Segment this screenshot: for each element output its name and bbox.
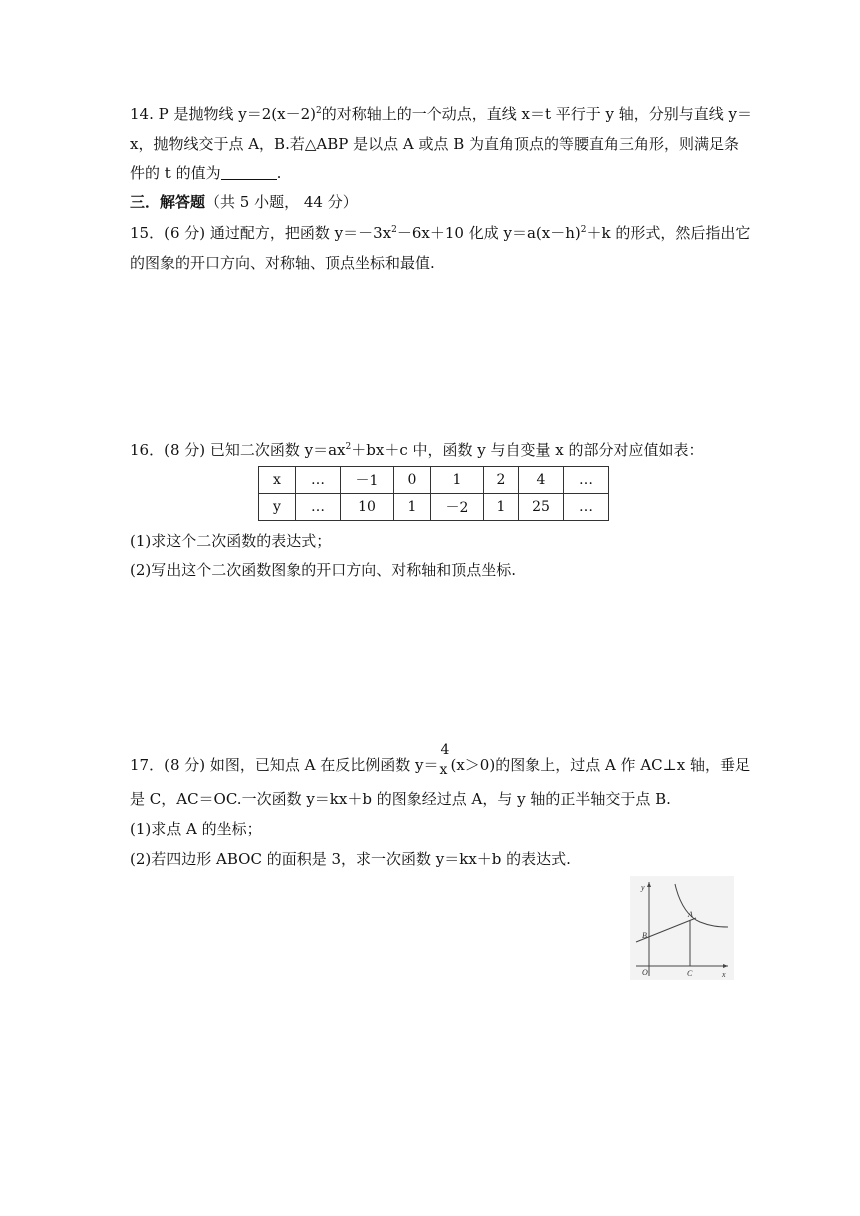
q14-text: . — [276, 164, 282, 182]
table-cell: 25 — [519, 494, 564, 521]
q14-line-2: x，抛物线交于点 A，B.若△ABP 是以点 A 或点 B 为直角顶点的等腰直角三角形，则满足条 — [130, 135, 740, 153]
q16-text: 16．(8 分) 已知二次函数 y＝ax — [130, 441, 346, 459]
q15-exponent: 2 — [580, 225, 587, 235]
label-o: O — [642, 968, 648, 977]
q17-text: (x＞0)的图象上，过点 A 作 AC⊥x 轴，垂足 — [450, 756, 750, 774]
table-cell: 10 — [341, 494, 394, 521]
q14-text: 14. P 是抛物线 y＝2(x－2) — [130, 105, 316, 123]
section-header — [130, 192, 358, 212]
table-cell: －1 — [341, 467, 394, 494]
q17-line-2: 是 C，AC＝OC.一次函数 y＝kx＋b 的图象经过点 A，与 y 轴的正半轴交于点 B. — [130, 790, 671, 808]
q15-line-2: 的图象的开口方向、对称轴、顶点坐标和最值. — [130, 254, 435, 272]
label-y: y — [641, 883, 645, 892]
section-meta: （共 5 小题， 44 分） — [205, 193, 358, 211]
table-row-y — [259, 494, 609, 521]
q17-line-1 — [130, 742, 750, 778]
table-row-x — [259, 467, 609, 494]
table-cell: … — [296, 467, 341, 494]
q17-part-2: (2)若四边形 ABOC 的面积是 3，求一次函数 y＝kx＋b 的表达式. — [130, 850, 571, 868]
q16-line-1 — [130, 440, 704, 460]
figure-background — [630, 876, 734, 980]
q16-text: ＋bx＋c 中，函数 y 与自变量 x 的部分对应值如表： — [351, 441, 704, 459]
table-cell: 4 — [519, 467, 564, 494]
table-cell: x — [259, 467, 296, 494]
q14-line-3 — [130, 163, 281, 183]
table-cell: y — [259, 494, 296, 521]
table-cell: 2 — [484, 467, 519, 494]
table-cell: 1 — [431, 467, 484, 494]
q14-line-1 — [130, 104, 752, 124]
q14-text: 件的 t 的值为 — [130, 164, 221, 182]
fraction-4-over-x — [439, 742, 450, 778]
answer-blank — [221, 165, 277, 180]
q17-part-1: (1)求点 A 的坐标； — [130, 820, 262, 838]
table-cell: … — [564, 494, 609, 521]
table-cell: 0 — [394, 467, 431, 494]
q16-part-2: (2)写出这个二次函数图象的开口方向、对称轴和顶点坐标. — [130, 561, 517, 579]
value-table — [258, 466, 609, 521]
q14-text: 的对称轴上的一个动点，直线 x＝t 平行于 y 轴，分别与直线 y＝ — [321, 105, 752, 123]
q17-text: 17．(8 分) 如图，已知点 A 在反比例函数 y＝ — [130, 756, 439, 774]
fraction-numerator: 4 — [440, 742, 450, 758]
table-cell: －2 — [431, 494, 484, 521]
section-title: 三．解答题 — [130, 193, 206, 211]
fraction-denominator: x — [439, 762, 448, 778]
q15-line-1 — [130, 223, 750, 243]
table-cell: 1 — [394, 494, 431, 521]
q15-text: ＋k 的形式，然后指出它 — [586, 224, 751, 242]
table-cell: … — [564, 467, 609, 494]
q15-text: －6x＋10 化成 y＝a(x－h) — [396, 224, 581, 242]
coordinate-figure — [630, 876, 734, 980]
q15-exponent: 2 — [391, 225, 397, 235]
q16-exponent: 2 — [345, 442, 352, 452]
label-b: B — [642, 931, 647, 940]
label-a: A — [688, 910, 693, 919]
table-cell: 1 — [484, 494, 519, 521]
q16-part-1: (1)求这个二次函数的表达式； — [130, 532, 332, 550]
label-c: C — [687, 969, 693, 978]
label-x: x — [722, 970, 726, 979]
q14-exponent: 2 — [315, 106, 322, 116]
table-cell: … — [296, 494, 341, 521]
q15-text: 15．(6 分) 通过配方，把函数 y＝－3x — [130, 224, 392, 242]
